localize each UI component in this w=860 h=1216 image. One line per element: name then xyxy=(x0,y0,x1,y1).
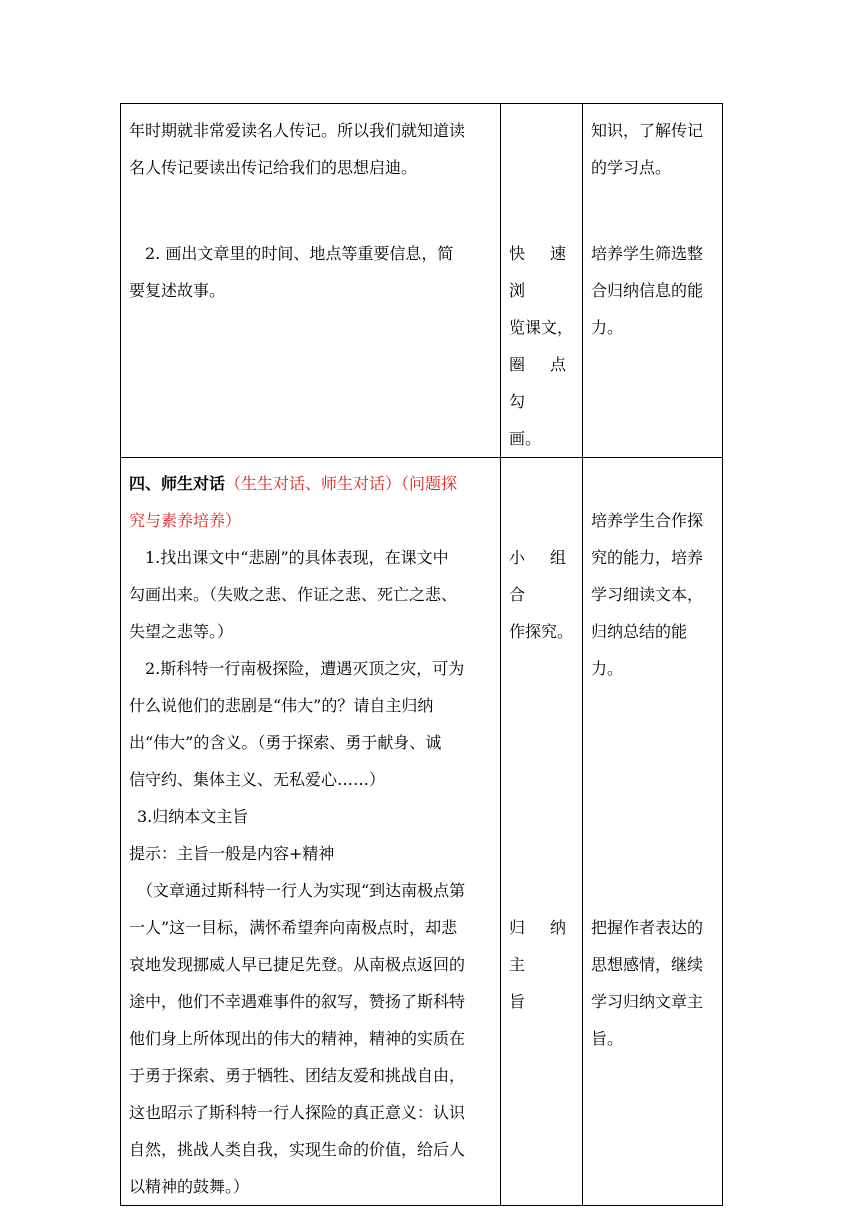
blank-line xyxy=(591,186,714,223)
text-line: （文章通过斯科特一行人为实现“到达南极点第 xyxy=(137,881,466,900)
lesson-plan-table xyxy=(120,103,723,1206)
text-line: 失望之悲等。） xyxy=(129,622,234,641)
blank-line xyxy=(591,465,714,502)
text-line: 途中，他们不幸遇难事件的叙写，赞扬了斯科特 xyxy=(129,992,466,1011)
text-line: 作探究。 xyxy=(509,622,574,641)
text-line: 归纳总结的能 xyxy=(591,622,688,641)
text-line: 2. 画出文章里的时间、地点等重要信息，简 xyxy=(145,244,454,263)
spacer xyxy=(591,687,714,909)
text-line: 这也昭示了斯科特一行人探险的真正意义：认识 xyxy=(129,1103,466,1122)
design-intent-cell xyxy=(583,104,723,458)
text-line: 览课文， xyxy=(509,318,574,337)
section-subtitle-cont: 究与素养培养） xyxy=(129,511,242,530)
table-row xyxy=(121,458,723,1206)
text-line: 合归纳信息的能 xyxy=(591,281,704,300)
text-line: 年时期就非常爱读名人传记。所以我们就知道读 xyxy=(129,121,466,140)
blank-line xyxy=(509,149,574,186)
text-line: 什么说他们的悲剧是“伟大”的？请自主归纳 xyxy=(129,696,434,715)
student-activity-cell xyxy=(501,458,583,1206)
text-line: 提示：主旨一般是内容+精神 xyxy=(129,844,335,863)
text-line: 信守约、集体主义、无私爱心……） xyxy=(129,770,386,789)
text-line: 画。 xyxy=(509,429,542,448)
text-line: 哀地发现挪威人早已捷足先登。从南极点返回的 xyxy=(129,955,466,974)
text-line: 培养学生筛选整 xyxy=(591,244,704,263)
text-line: 一人”这一目标，满怀希望奔向南极点时，却悲 xyxy=(129,918,458,937)
text-line: 把握作者表达的 xyxy=(591,918,704,937)
design-intent-cell xyxy=(583,458,723,1206)
blank-line xyxy=(509,112,574,149)
spacer xyxy=(509,650,574,909)
text-line: 知识，了解传记 xyxy=(591,121,704,140)
text-line: 小组合 xyxy=(509,548,574,604)
text-line: 的学习点。 xyxy=(591,158,672,177)
text-line: 力。 xyxy=(591,659,624,678)
blank-line xyxy=(509,502,574,539)
text-line: 以精神的鼓舞。） xyxy=(129,1177,250,1196)
text-line: 力。 xyxy=(591,318,624,337)
table-row xyxy=(121,104,723,458)
text-line: 出“伟大”的含义。（勇于探索、勇于献身、诚 xyxy=(129,733,442,752)
section-title: 四、师生对话 xyxy=(129,474,226,493)
text-line: 旨 xyxy=(509,992,526,1011)
text-line: 3.归纳本文主旨 xyxy=(137,807,249,826)
student-activity-cell xyxy=(501,104,583,458)
teaching-process-cell xyxy=(121,104,501,458)
text-line: 归纳主 xyxy=(509,918,574,974)
section-subtitle: （生生对话、师生对话）（问题探 xyxy=(225,474,458,493)
blank-line xyxy=(129,186,492,223)
text-line: 勾画出来。（失败之悲、作证之悲、死亡之悲、 xyxy=(129,585,458,604)
teaching-process-cell xyxy=(121,458,501,1206)
text-line: 学习细读文本， xyxy=(591,585,704,604)
text-line: 于勇于探索、勇于牺牲、团结友爱和挑战自由， xyxy=(129,1066,466,1085)
text-line: 究的能力，培养 xyxy=(591,548,704,567)
section-heading xyxy=(129,465,492,502)
text-line: 思想感情，继续 xyxy=(591,955,704,974)
text-line: 名人传记要读出传记给我们的思想启迪。 xyxy=(129,158,418,177)
text-line: 培养学生合作探 xyxy=(591,511,704,530)
text-line: 自然，挑战人类自我，实现生命的价值，给后人 xyxy=(129,1140,466,1159)
text-line: 他们身上所体现出的伟大的精神，精神的实质在 xyxy=(129,1029,466,1048)
text-line: 学习归纳文章主 xyxy=(591,992,704,1011)
text-line: 1.找出课文中“悲剧”的具体表现，在课文中 xyxy=(145,548,449,567)
blank-line xyxy=(509,186,574,223)
text-line: 圈点勾 xyxy=(509,355,574,411)
blank-line xyxy=(509,465,574,502)
text-line: 要复述故事。 xyxy=(129,281,226,300)
text-line: 快速浏 xyxy=(509,244,574,300)
text-line: 旨。 xyxy=(591,1029,624,1048)
text-line: 2.斯科特一行南极探险，遭遇灭顶之灾，可为 xyxy=(145,659,465,678)
